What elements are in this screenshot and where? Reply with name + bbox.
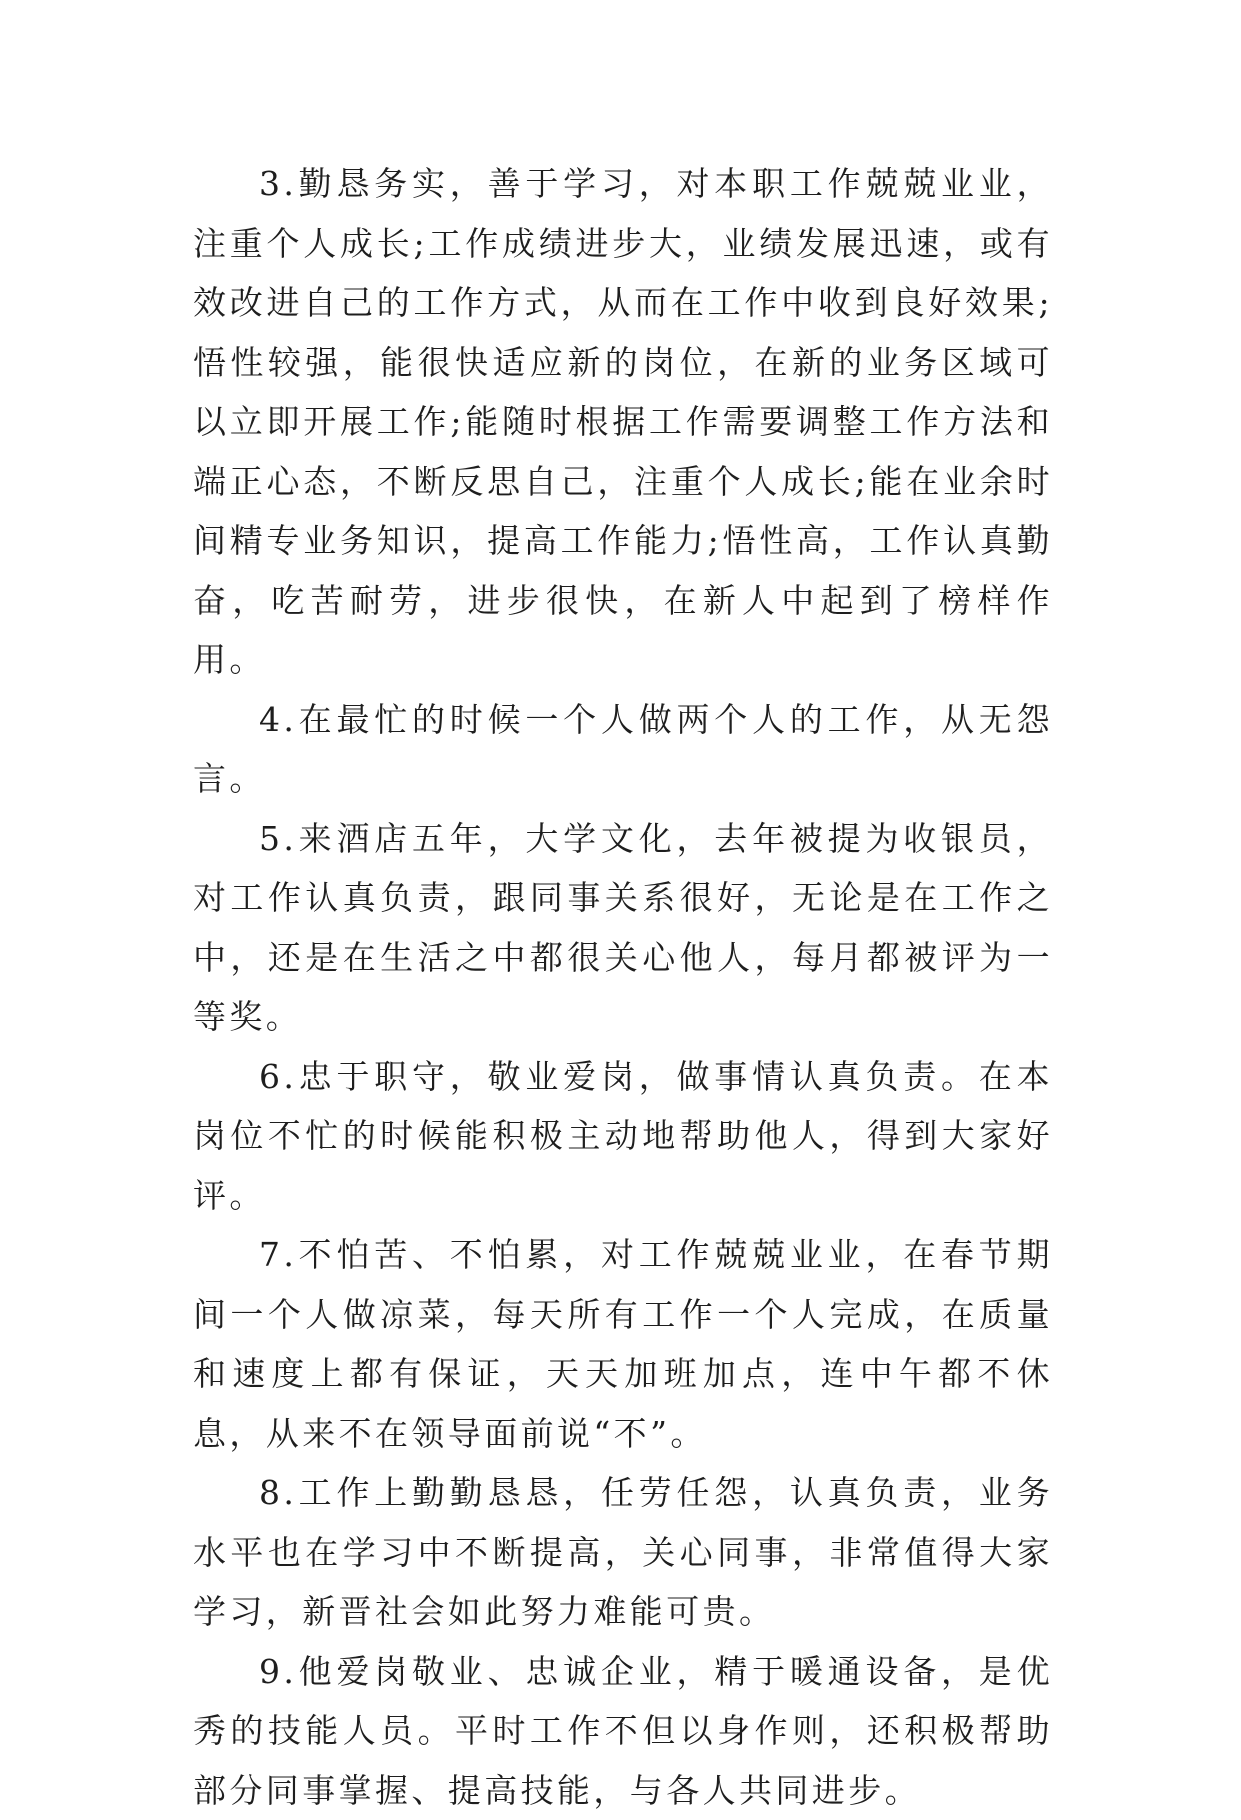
- paragraph-item-7: 7.不怕苦、不怕累，对工作兢兢业业，在春节期间一个人做凉菜，每天所有工作一个人完成，在质量和速度上都有保证，天天加班加点，连中午都不休息，从来不在领导面前说“不”。: [193, 1225, 1053, 1463]
- paragraph-item-5: 5.来酒店五年，大学文化，去年被提为收银员，对工作认真负责，跟同事关系很好，无论是在工作之中，还是在生活之中都很关心他人，每月都被评为一等奖。: [193, 809, 1053, 1047]
- paragraph-item-3: 3.勤恳务实，善于学习，对本职工作兢兢业业，注重个人成长;工作成绩进步大，业绩发展迅速，或有效改进自己的工作方式，从而在工作中收到良好效果;悟性较强，能很快适应新的岗位，在新的业务区域可以立即开展工作;能随时根据工作需要调整工作方法和端正心态，不断反思自己，注重个人成长;能在业余时间精专业务知识，提高工作能力;悟性高，工作认真勤奋，吃苦耐劳，进步很快，在新人中起到了榜样作用。: [193, 154, 1053, 690]
- paragraph-item-6: 6.忠于职守，敬业爱岗，做事情认真负责。在本岗位不忙的时候能积极主动地帮助他人，得到大家好评。: [193, 1047, 1053, 1226]
- paragraph-item-9: 9.他爱岗敬业、忠诚企业，精于暖通设备，是优秀的技能人员。平时工作不但以身作则，还积极帮助部分同事掌握、提高技能，与各人共同进步。: [193, 1642, 1053, 1820]
- paragraph-item-8: 8.工作上勤勤恳恳，任劳任怨，认真负责，业务水平也在学习中不断提高，关心同事，非常值得大家学习，新晋社会如此努力难能可贵。: [193, 1463, 1053, 1642]
- paragraph-item-4: 4.在最忙的时候一个人做两个人的工作，从无怨言。: [193, 690, 1053, 809]
- document-body: [193, 154, 1053, 1820]
